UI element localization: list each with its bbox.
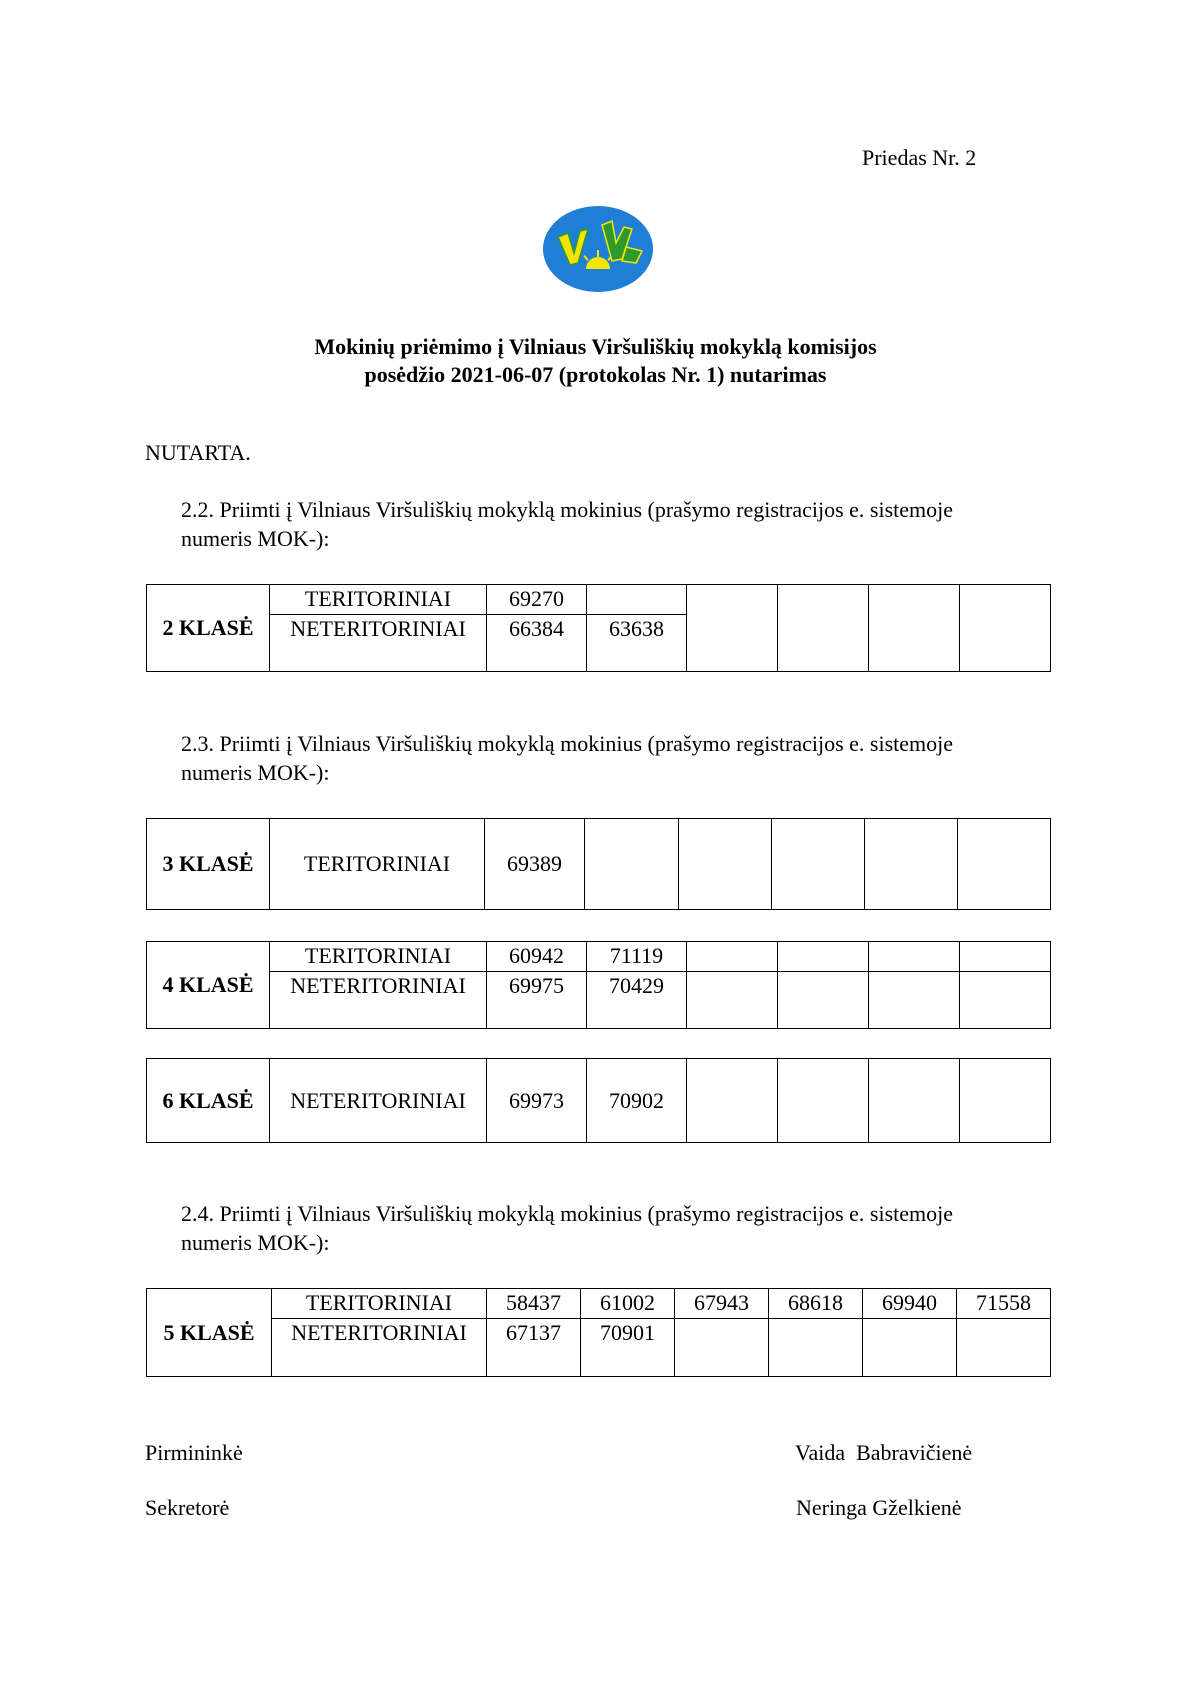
value-cell: 58437 bbox=[487, 1289, 581, 1319]
type-cell: NETERITORINIAI bbox=[270, 972, 487, 1029]
value-cell bbox=[687, 972, 778, 1029]
school-logo-icon bbox=[542, 205, 654, 293]
table-row bbox=[147, 972, 1051, 1029]
table-klase-5 bbox=[146, 1288, 1051, 1377]
class-label: 4 KLASĖ bbox=[147, 942, 270, 1029]
value-cell bbox=[957, 1319, 1051, 1377]
table-klase-6 bbox=[146, 1058, 1051, 1143]
value-cell bbox=[869, 942, 960, 972]
table-row bbox=[147, 819, 1051, 910]
value-cell bbox=[772, 819, 865, 910]
value-cell bbox=[960, 585, 1051, 672]
value-cell bbox=[865, 819, 958, 910]
value-cell: 69270 bbox=[487, 585, 587, 615]
type-cell: NETERITORINIAI bbox=[270, 615, 487, 672]
class-label: 6 KLASĖ bbox=[147, 1059, 270, 1143]
table-row bbox=[147, 585, 1051, 615]
document-title-line1: Mokinių priėmimo į Vilniaus Viršuliškių mokyklą komisijos bbox=[314, 334, 877, 359]
value-cell: 61002 bbox=[581, 1289, 675, 1319]
annex-label: Priedas Nr. 2 bbox=[862, 145, 977, 170]
table-row bbox=[147, 1059, 1051, 1143]
chair-role: Pirmininkė bbox=[145, 1440, 243, 1465]
section-text: numeris MOK-): bbox=[181, 760, 330, 785]
section-text: numeris MOK-): bbox=[181, 526, 330, 551]
type-cell: TERITORINIAI bbox=[270, 819, 485, 910]
value-cell: 71119 bbox=[587, 942, 687, 972]
value-cell bbox=[679, 819, 772, 910]
value-cell bbox=[960, 972, 1051, 1029]
value-cell bbox=[778, 972, 869, 1029]
section-2-4 bbox=[181, 1199, 1061, 1257]
value-cell: 60942 bbox=[487, 942, 587, 972]
section-text: numeris MOK-): bbox=[181, 1230, 330, 1255]
table-row bbox=[147, 942, 1051, 972]
value-cell bbox=[587, 585, 687, 615]
value-cell bbox=[675, 1319, 769, 1377]
section-text: 2.4. Priimti į Vilniaus Viršuliškių mokyklą mokinius (prašymo registracijos e. sistemoje bbox=[181, 1201, 953, 1226]
value-cell bbox=[769, 1319, 863, 1377]
value-cell: 70429 bbox=[587, 972, 687, 1029]
decided-label: NUTARTA. bbox=[145, 440, 251, 465]
value-cell bbox=[585, 819, 679, 910]
section-2-2 bbox=[181, 495, 1061, 553]
value-cell: 67137 bbox=[487, 1319, 581, 1377]
section-text: 2.3. Priimti į Vilniaus Viršuliškių mokyklą mokinius (prašymo registracijos e. sistemoje bbox=[181, 731, 953, 756]
type-cell: TERITORINIAI bbox=[270, 942, 487, 972]
value-cell bbox=[869, 972, 960, 1029]
secretary-name: Neringa Gželkienė bbox=[796, 1495, 962, 1520]
table-klase-3 bbox=[146, 818, 1051, 910]
table-klase-2 bbox=[146, 584, 1051, 672]
value-cell: 69389 bbox=[485, 819, 585, 910]
value-cell: 68618 bbox=[769, 1289, 863, 1319]
secretary-role: Sekretorė bbox=[145, 1495, 230, 1520]
class-label: 2 KLASĖ bbox=[147, 585, 270, 672]
value-cell bbox=[960, 942, 1051, 972]
type-cell: NETERITORINIAI bbox=[270, 1059, 487, 1143]
value-cell: 66384 bbox=[487, 615, 587, 672]
value-cell bbox=[869, 585, 960, 672]
value-cell bbox=[687, 942, 778, 972]
table-row bbox=[147, 1319, 1051, 1377]
section-text: 2.2. Priimti į Vilniaus Viršuliškių mokyklą mokinius (prašymo registracijos e. sistemoje bbox=[181, 497, 953, 522]
value-cell: 69975 bbox=[487, 972, 587, 1029]
value-cell: 67943 bbox=[675, 1289, 769, 1319]
value-cell bbox=[778, 585, 869, 672]
type-cell: TERITORINIAI bbox=[270, 585, 487, 615]
document-title-line2: posėdžio 2021-06-07 (protokolas Nr. 1) nutarimas bbox=[364, 362, 827, 387]
section-2-3 bbox=[181, 729, 1061, 787]
type-cell: NETERITORINIAI bbox=[272, 1319, 487, 1377]
value-cell bbox=[960, 1059, 1051, 1143]
value-cell: 69940 bbox=[863, 1289, 957, 1319]
value-cell bbox=[778, 1059, 869, 1143]
value-cell bbox=[687, 585, 778, 672]
value-cell: 70901 bbox=[581, 1319, 675, 1377]
value-cell bbox=[687, 1059, 778, 1143]
value-cell: 70902 bbox=[587, 1059, 687, 1143]
chair-name: Vaida Babravičienė bbox=[795, 1440, 973, 1465]
value-cell bbox=[869, 1059, 960, 1143]
table-klase-4 bbox=[146, 941, 1051, 1029]
table-row bbox=[147, 1289, 1051, 1319]
value-cell: 69973 bbox=[487, 1059, 587, 1143]
value-cell bbox=[958, 819, 1051, 910]
class-label: 3 KLASĖ bbox=[147, 819, 270, 910]
value-cell bbox=[863, 1319, 957, 1377]
value-cell: 71558 bbox=[957, 1289, 1051, 1319]
value-cell: 63638 bbox=[587, 615, 687, 672]
value-cell bbox=[778, 942, 869, 972]
class-label: 5 KLASĖ bbox=[147, 1289, 272, 1377]
type-cell: TERITORINIAI bbox=[272, 1289, 487, 1319]
